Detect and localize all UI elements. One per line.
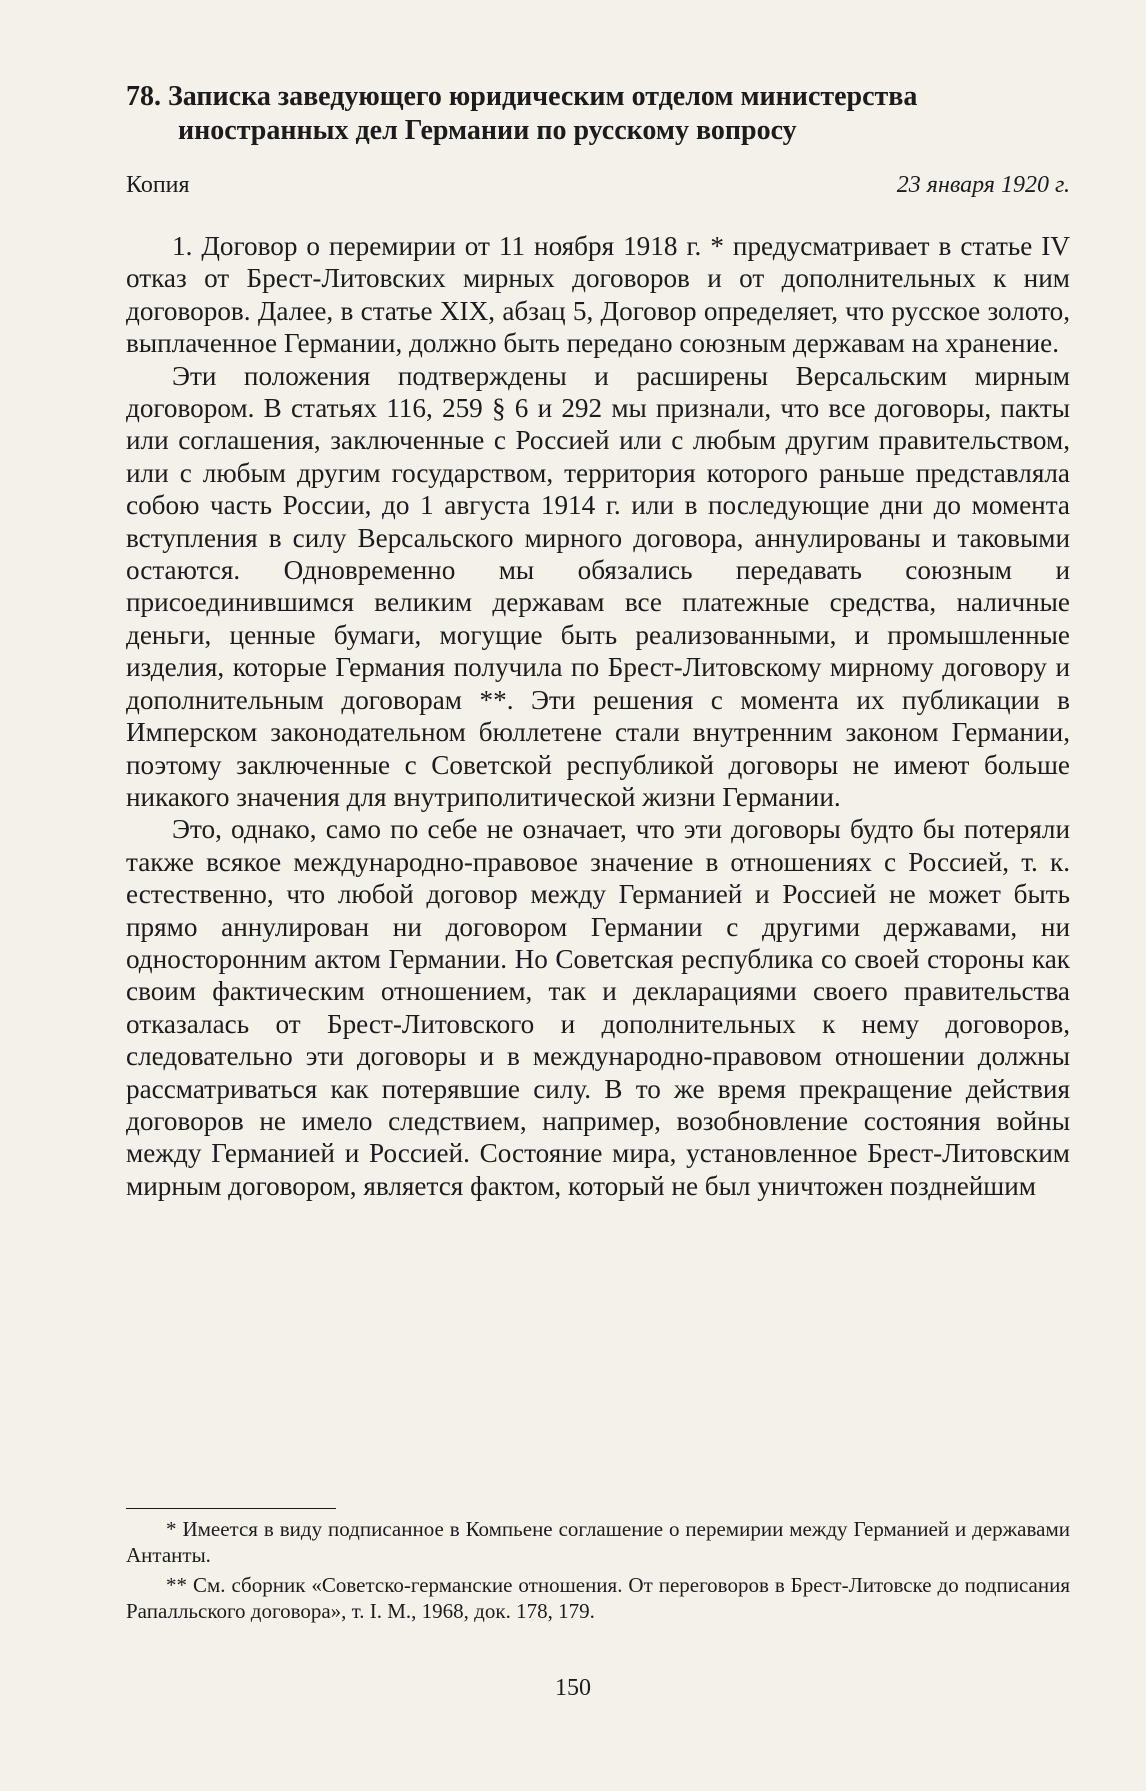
document-title-line2: иностранных дел Германии по русскому вопросу (178, 115, 797, 146)
document-title (126, 80, 1086, 148)
paragraph-2: Эти положения подтверждены и расширены Версальским мирным договором. В статьях 116, 259 § 6 и 292 мы признали, что все договоры, пакты или соглашения, заключенные с Россией или с любым другим правительством, или с любым другим государством, территория которого раньше представляла собою часть России, до 1 августа 1914 г. или в последующие дни до момента вступления в силу Версальского мирного договора, аннулированы и таковыми остаются. Одновременно мы обязались передавать союзным и присоединившимся великим державам все платежные средства, наличные деньги, ценные бумаги, могущие быть реализованными, и промышленные изделия, которые Германия получила по Брест-Литовскому мирному договору и дополнительным договорам **. Эти решения с момента их публикации в Имперском законодательном бюллетене стали внутренним законом Германии, поэтому заключенные с Советской республикой договоры не имеют больше никакого значения для внутриполитической жизни Германии. (126, 360, 1070, 812)
document-number: 78. (126, 81, 161, 112)
paragraph-1: 1. Договор о перемирии от 11 ноября 1918 г. * предусматривает в статье IV отказ от Брест-Литовских мирных договоров и от дополнительных к ним договоров. Далее, в статье XIX, абзац 5, Договор определяет, что русское золото, выплаченное Германии, должно быть передано союзным державам на хранение. (126, 231, 1070, 359)
document-meta (126, 168, 1070, 202)
document-title-line1: Записка заведующего юридическим отделом министерства (168, 81, 918, 112)
footnote-2: ** См. сборник «Советско-германские отношения. От переговоров в Брест-Литовске до подписания Рапалльского договора», т. I. М., 1968, док. 178, 179. (126, 1573, 1070, 1623)
paragraph-3: Это, однако, само по себе не означает, что эти договоры будто бы потеряли также всякое международно-правовое значение в отношениях с Россией, т. к. естественно, что любой договор между Германией и Россией не может быть прямо аннулирован ни договором Германии с другими державами, ни односторонним актом Германии. Но Советская республика со своей стороны как своим фактическим отношением, так и декларациями своего правительства отказалась от Брест-Литовского и дополнительных к нему договоров, следовательно эти договоры и в международно-правовом отношении должны рассматриваться как потерявшие силу. В то же время прекращение действия договоров не имело следствием, например, возобновление состояния войны между Германией и Россией. Состояние мира, установленное Брест-Литовским мирным договором, является фактом, который не был уничтожен позднейшим (126, 814, 1070, 1201)
footnote-divider (126, 1508, 336, 1509)
copy-label: Копия (126, 172, 190, 198)
footnotes (126, 1516, 1070, 1628)
footnote-1: * Имеется в виду подписанное в Компьене соглашение о перемирии между Германией и державами Антанты. (126, 1517, 1070, 1567)
page-number: 150 (555, 1675, 591, 1701)
document-body (126, 230, 1070, 1202)
document-date: 23 января 1920 г. (896, 172, 1070, 198)
